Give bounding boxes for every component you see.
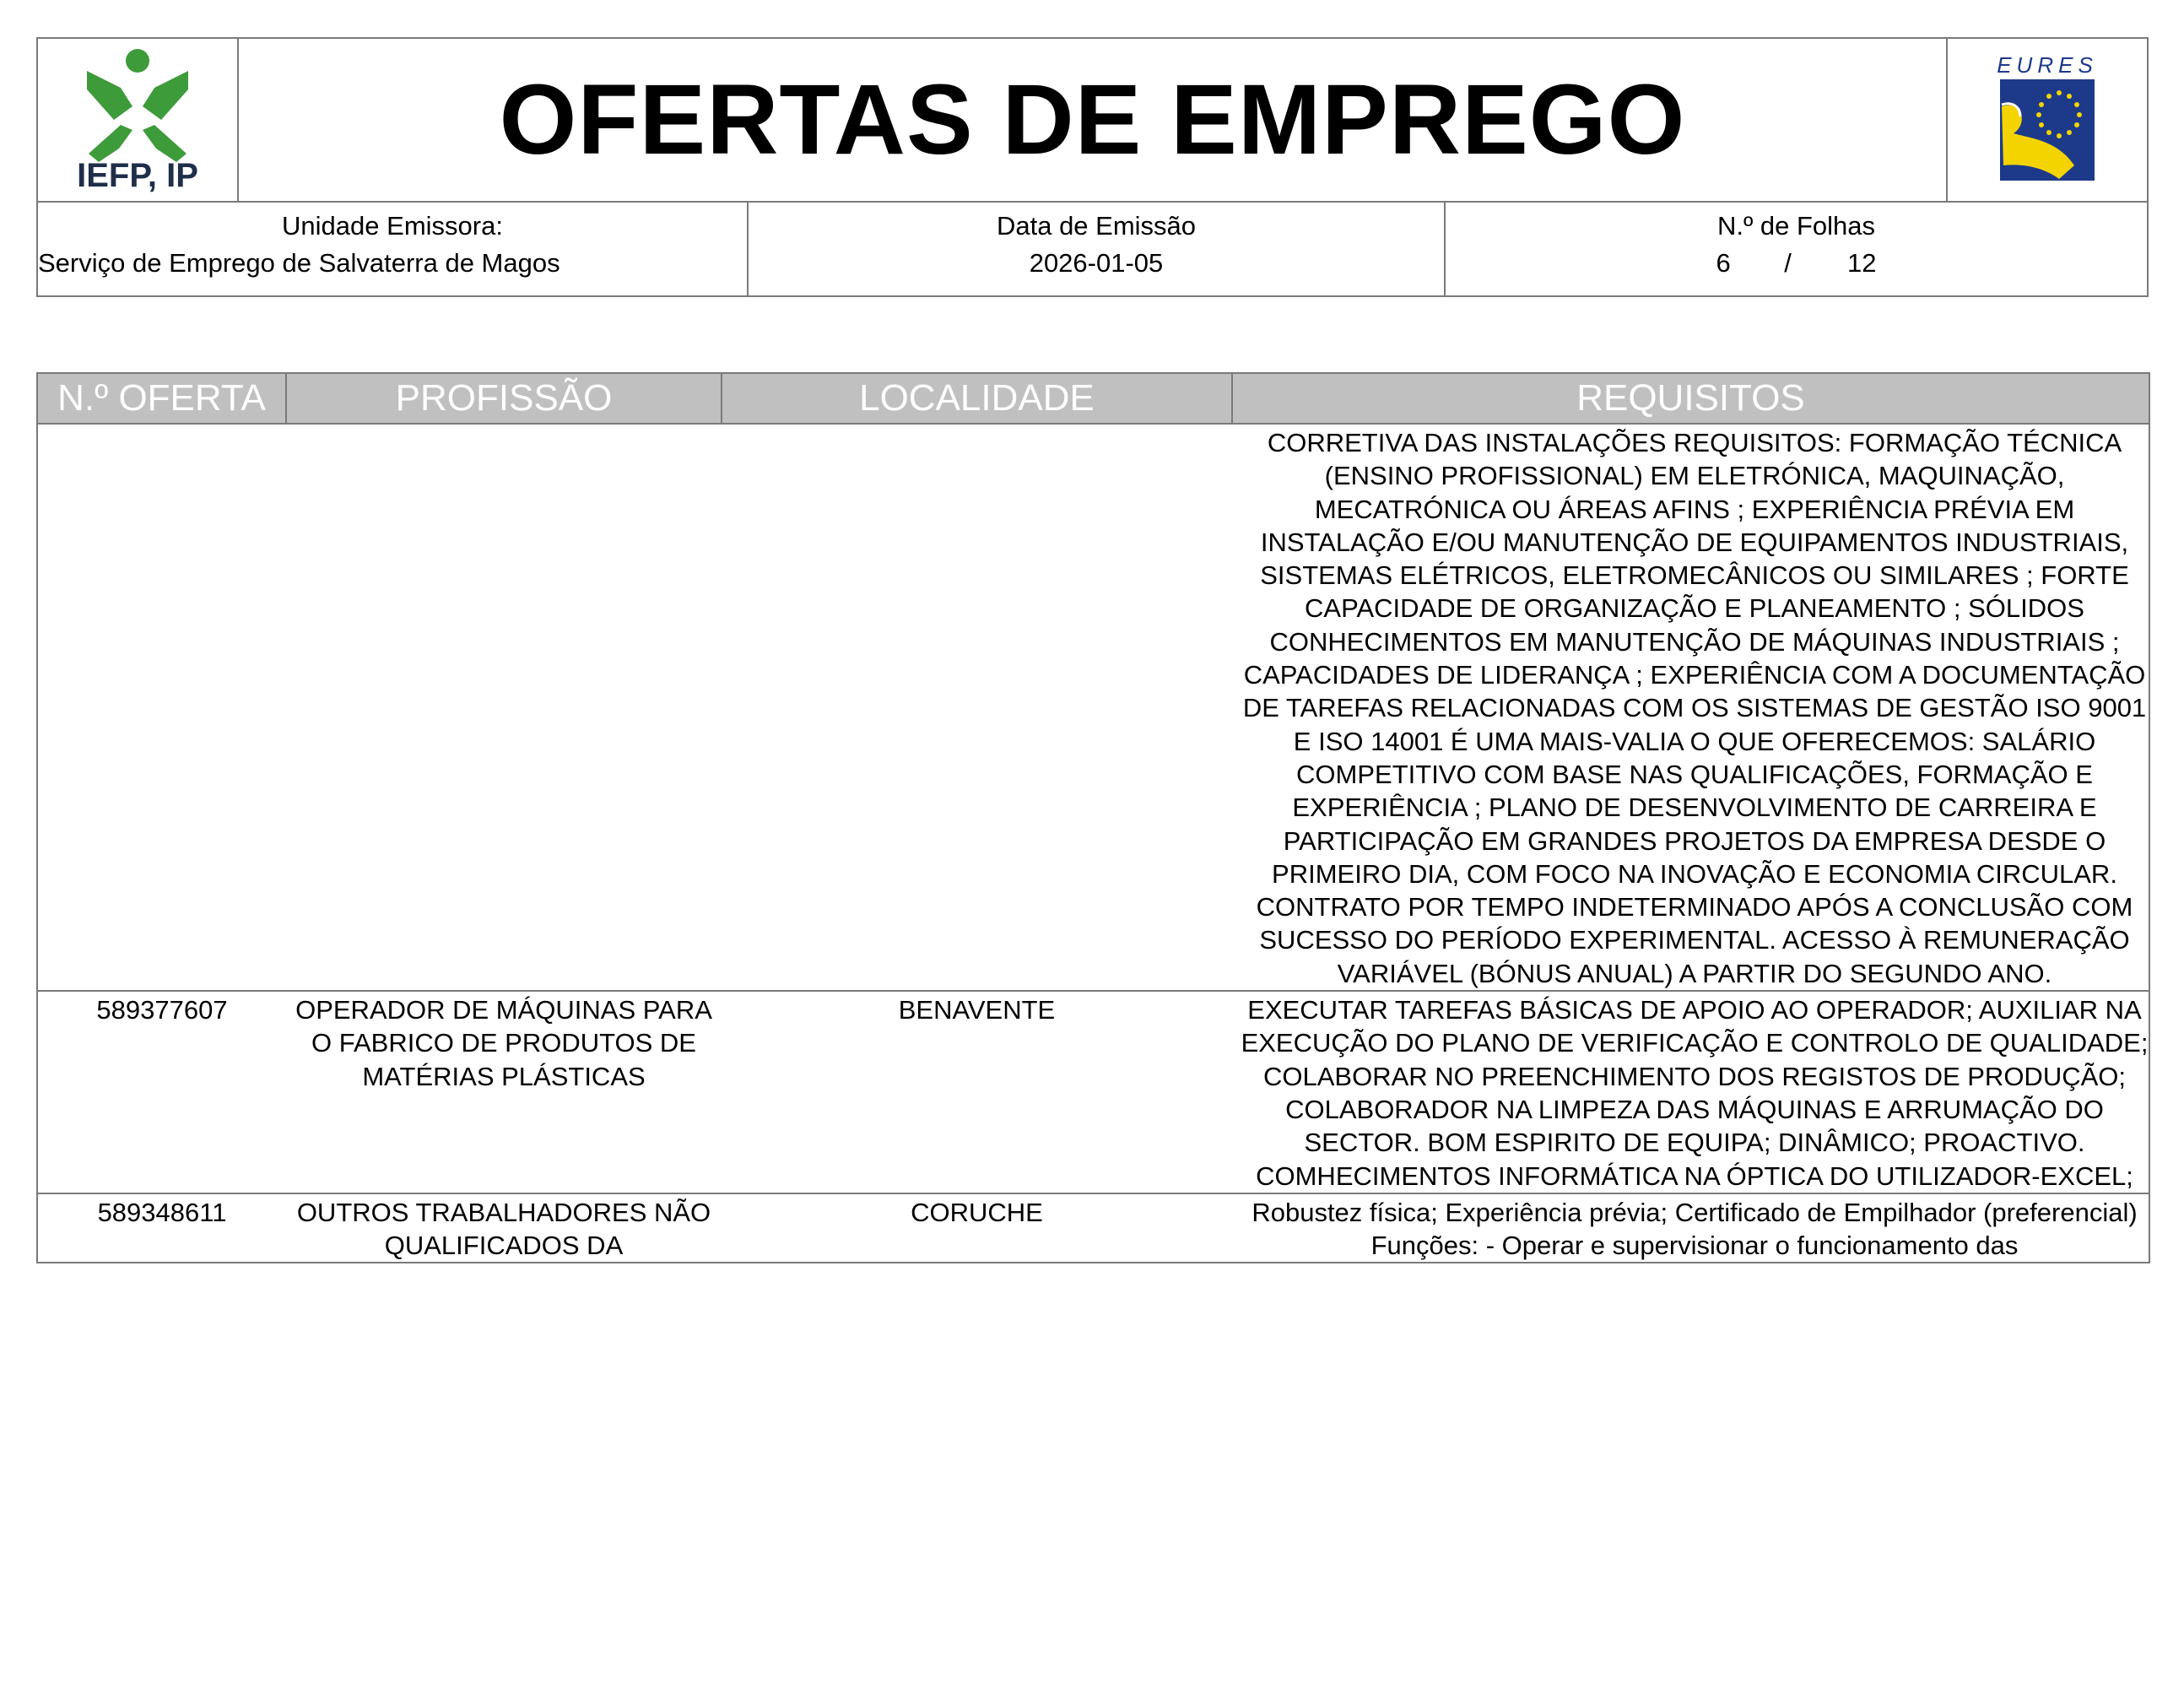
unidade-emissora-value: Serviço de Emprego de Salvaterra de Magos xyxy=(38,248,560,278)
numero-folhas-label: N.º de Folhas xyxy=(1716,211,1876,241)
cell-localidade: CORUCHE xyxy=(722,1193,1232,1263)
column-header-requisitos: REQUISITOS xyxy=(1232,373,2149,424)
folha-separator: / xyxy=(1784,248,1792,278)
unidade-emissora-label: Unidade Emissora: xyxy=(282,211,503,241)
cell-requisitos: Robustez física; Experiência prévia; Certificado de Empilhador (preferencial) Funções: - Operar e supervisionar o funcionamento das xyxy=(1232,1193,2149,1263)
cell-profissao: OUTROS TRABALHADORES NÃO QUALIFICADOS DA xyxy=(286,1193,722,1263)
cell-profissao xyxy=(286,424,722,991)
job-offers-table xyxy=(36,372,2150,1263)
table-row xyxy=(37,991,2149,1193)
data-emissao-cell xyxy=(747,203,1444,295)
cell-requisitos: CORRETIVA DAS INSTALAÇÕES REQUISITOS: FORMAÇÃO TÉCNICA (ENSINO PROFISSIONAL) EM ELETRÓNICA, MAQUINAÇÃO, MECATRÓNICA OU ÁREAS AFINS ; EXPERIÊNCIA PRÉVIA EM INSTALAÇÃO E/OU MANUTENÇÃO DE EQUIPAMENTOS INDUSTRIAIS, SISTEMAS ELÉTRICOS, ELETROMECÂNICOS OU SIMILARES ; FORTE CAPACIDADE DE ORGANIZAÇÃO E PLANEAMENTO ; SÓLIDOS CONHECIMENTOS EM MANUTENÇÃO DE MÁQUINAS INDUSTRIAIS ; CAPACIDADES DE LIDERANÇA ; EXPERIÊNCIA COM A DOCUMENTAÇÃO DE TAREFAS RELACIONADAS COM OS SISTEMAS DE GESTÃO ISO 9001 E ISO 14001 É UMA MAIS-VALIA O QUE OFERECEMOS: SALÁRIO COMPETITIVO COM BASE NAS QUALIFICAÇÕES, FORMAÇÃO E EXPERIÊNCIA ; PLANO DE DESENVOLVIMENTO DE CARREIRA E PARTICIPAÇÃO EM GRANDES PROJETOS DA EMPRESA DESDE O PRIMEIRO DIA, COM FOCO NA INOVAÇÃO E ECONOMIA CIRCULAR. CONTRATO POR TEMPO INDETERMINADO APÓS A CONCLUSÃO COM SUCESSO DO PERÍODO EXPERIMENTAL. ACESSO À REMUNERAÇÃO VARIÁVEL (BÓNUS ANUAL) A PARTIR DO SEGUNDO ANO. xyxy=(1232,424,2149,991)
table-row xyxy=(37,424,2149,991)
numero-folhas-value xyxy=(1716,245,1877,282)
cell-profissao: OPERADOR DE MÁQUINAS PARA O FABRICO DE PRODUTOS DE MATÉRIAS PLÁSTICAS xyxy=(286,991,722,1193)
cell-oferta: 589348611 xyxy=(37,1193,286,1263)
data-emissao-value: 2026-01-05 xyxy=(1029,248,1164,278)
document-header xyxy=(36,37,2149,297)
table-header-row xyxy=(37,373,2149,424)
iefp-logo-text: IEFP, IP xyxy=(77,157,198,194)
cell-localidade: BENAVENTE xyxy=(722,991,1232,1193)
iefp-logo-icon xyxy=(38,39,237,199)
numero-folhas-cell xyxy=(1444,203,2147,295)
eures-logo-icon xyxy=(1948,39,2147,199)
page-title: OFERTAS DE EMPREGO xyxy=(499,64,1686,176)
cell-oferta xyxy=(37,424,286,991)
eures-logo xyxy=(1946,39,2147,201)
cell-oferta: 589377607 xyxy=(37,991,286,1193)
table-row xyxy=(37,1193,2149,1263)
column-header-localidade: LOCALIDADE xyxy=(722,373,1232,424)
eures-logo-text: EURES xyxy=(1997,52,2098,78)
cell-localidade xyxy=(722,424,1232,991)
issue-meta-row xyxy=(38,201,2147,295)
folha-total: 12 xyxy=(1847,248,1877,278)
column-header-profissao: PROFISSÃO xyxy=(286,373,722,424)
data-emissao-label: Data de Emissão xyxy=(996,211,1197,241)
column-header-oferta: N.º OFERTA xyxy=(37,373,286,424)
unidade-emissora-cell xyxy=(38,203,747,295)
folha-atual: 6 xyxy=(1716,248,1731,278)
iefp-logo xyxy=(38,39,239,201)
cell-requisitos: EXECUTAR TAREFAS BÁSICAS DE APOIO AO OPERADOR; AUXILIAR NA EXECUÇÃO DO PLANO DE VERIFICAÇÃO E CONTROLO DE QUALIDADE; COLABORAR NO PREENCHIMENTO DOS REGISTOS DE PRODUÇÃO; COLABORADOR NA LIMPEZA DAS MÁQUINAS E ARRUMAÇÃO DO SECTOR. BOM ESPIRITO DE EQUIPA; DINÂMICO; PROACTIVO. COMHECIMENTOS INFORMÁTICA NA ÓPTICA DO UTILIZADOR-EXCEL; xyxy=(1232,991,2149,1193)
